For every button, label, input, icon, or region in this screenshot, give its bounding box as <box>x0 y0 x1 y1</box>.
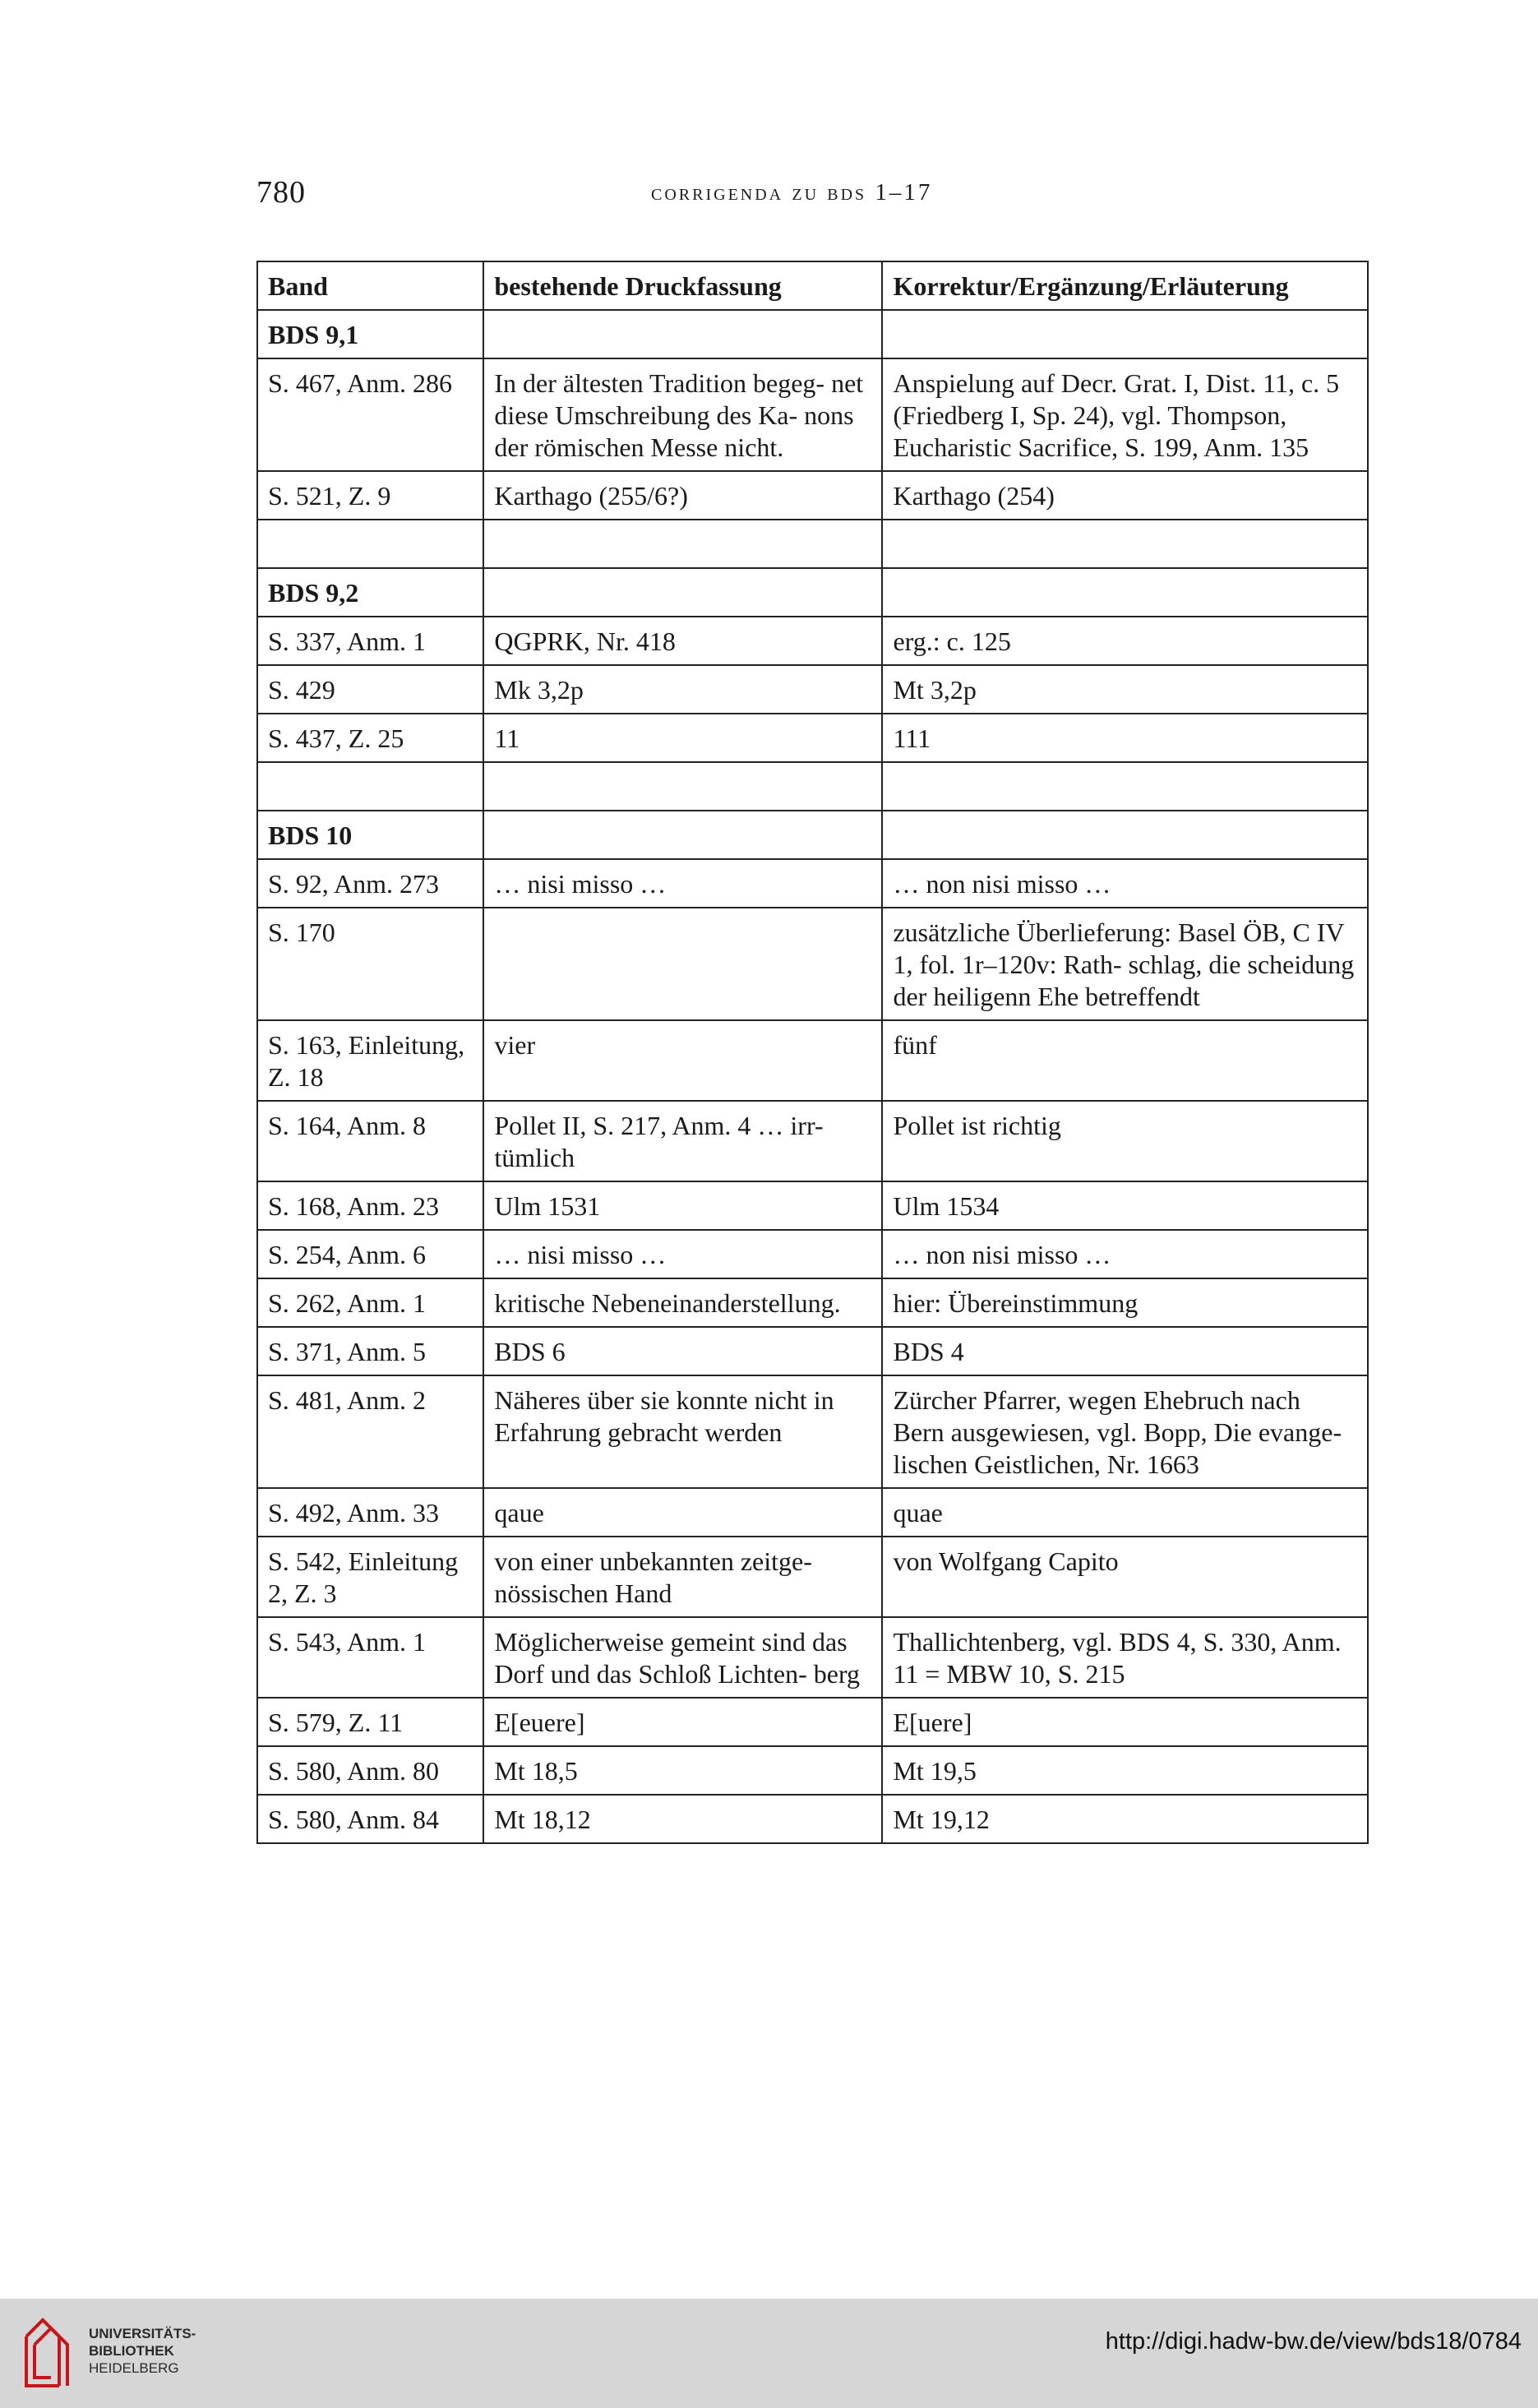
table-section-row <box>257 310 1368 358</box>
table-row <box>257 471 1368 520</box>
table-section-row <box>257 568 1368 617</box>
corrigenda-table <box>256 261 1369 1844</box>
cell-korrektur: BDS 4 <box>882 1327 1368 1375</box>
cell-druckfassung <box>483 908 882 1020</box>
institution-name <box>89 2325 196 2377</box>
table-row <box>257 908 1368 1020</box>
cell-korrektur: … non nisi misso … <box>882 859 1368 908</box>
cell-band: S. 492, Anm. 33 <box>257 1488 483 1537</box>
cell-druckfassung <box>483 762 882 811</box>
cell-korrektur: Zürcher Pfarrer, wegen Ehebruch nach Bern ausgewiesen, vgl. Bopp, Die evange- lischen Geistlichen, Nr. 1663 <box>882 1375 1368 1488</box>
cell-korrektur: fünf <box>882 1020 1368 1101</box>
column-header-band: Band <box>257 261 483 310</box>
cell-band: S. 163, Einleitung, Z. 18 <box>257 1020 483 1101</box>
cell-druckfassung: Mt 18,12 <box>483 1795 882 1843</box>
cell-band: S. 168, Anm. 23 <box>257 1181 483 1230</box>
cell-druckfassung: Mk 3,2p <box>483 665 882 714</box>
cell-band <box>257 762 483 811</box>
cell-korrektur: 111 <box>882 714 1368 762</box>
cell-band: S. 337, Anm. 1 <box>257 617 483 665</box>
cell-druckfassung: Näheres über sie konnte nicht in Erfahrung gebracht werden <box>483 1375 882 1488</box>
table-row <box>257 1181 1368 1230</box>
cell-band <box>257 520 483 568</box>
cell-band: S. 579, Z. 11 <box>257 1698 483 1746</box>
table-row <box>257 1101 1368 1181</box>
page-number: 780 <box>256 175 306 210</box>
cell-korrektur <box>882 811 1368 859</box>
table-row <box>257 1698 1368 1746</box>
cell-band: S. 429 <box>257 665 483 714</box>
table-header-row <box>257 261 1368 310</box>
cell-korrektur <box>882 762 1368 811</box>
column-header-korrektur: Korrektur/Ergänzung/Erläuterung <box>882 261 1368 310</box>
table-row <box>257 859 1368 908</box>
cell-korrektur: Mt 19,5 <box>882 1746 1368 1795</box>
table-row <box>257 1020 1368 1101</box>
table-section-row <box>257 811 1368 859</box>
cell-druckfassung: qaue <box>483 1488 882 1537</box>
cell-druckfassung: von einer unbekannten zeitge- nössischen Hand <box>483 1537 882 1617</box>
cell-band: S. 542, Einleitung 2, Z. 3 <box>257 1537 483 1617</box>
cell-band: S. 467, Anm. 286 <box>257 358 483 471</box>
cell-band: S. 580, Anm. 84 <box>257 1795 483 1843</box>
cell-druckfassung: … nisi misso … <box>483 859 882 908</box>
cell-druckfassung: Karthago (255/6?) <box>483 471 882 520</box>
cell-druckfassung: QGPRK, Nr. 418 <box>483 617 882 665</box>
cell-band: S. 481, Anm. 2 <box>257 1375 483 1488</box>
table-row <box>257 617 1368 665</box>
cell-druckfassung <box>483 568 882 617</box>
cell-band: BDS 10 <box>257 811 483 859</box>
table-row <box>257 1617 1368 1698</box>
cell-band: S. 371, Anm. 5 <box>257 1327 483 1375</box>
table-row <box>257 1537 1368 1617</box>
table-row <box>257 1795 1368 1843</box>
footer-bar <box>0 2299 1538 2408</box>
cell-band: BDS 9,1 <box>257 310 483 358</box>
table-empty-row <box>257 762 1368 811</box>
cell-korrektur <box>882 568 1368 617</box>
cell-band: BDS 9,2 <box>257 568 483 617</box>
cell-band: S. 92, Anm. 273 <box>257 859 483 908</box>
cell-druckfassung: Mt 18,5 <box>483 1746 882 1795</box>
cell-druckfassung: kritische Nebeneinanderstellung. <box>483 1278 882 1327</box>
cell-korrektur: quae <box>882 1488 1368 1537</box>
cell-korrektur: hier: Übereinstimmung <box>882 1278 1368 1327</box>
cell-druckfassung: Ulm 1531 <box>483 1181 882 1230</box>
cell-korrektur: von Wolfgang Capito <box>882 1537 1368 1617</box>
table-row <box>257 1375 1368 1488</box>
ub-heidelberg-logo-icon <box>20 2312 77 2394</box>
cell-korrektur: … non nisi misso … <box>882 1230 1368 1278</box>
cell-druckfassung: Möglicherweise gemeint sind das Dorf und das Schloß Lichten- berg <box>483 1617 882 1698</box>
table-row <box>257 1746 1368 1795</box>
cell-band: S. 437, Z. 25 <box>257 714 483 762</box>
column-header-druckfassung: bestehende Druckfassung <box>483 261 882 310</box>
cell-druckfassung <box>483 520 882 568</box>
table-row <box>257 714 1368 762</box>
cell-band: S. 254, Anm. 6 <box>257 1230 483 1278</box>
cell-korrektur <box>882 310 1368 358</box>
cell-druckfassung: vier <box>483 1020 882 1101</box>
running-head: corrigenda zu bds 1–17 <box>651 179 933 206</box>
table-row <box>257 665 1368 714</box>
cell-korrektur: Mt 3,2p <box>882 665 1368 714</box>
cell-korrektur: Pollet ist richtig <box>882 1101 1368 1181</box>
source-url-link[interactable]: http://digi.hadw-bw.de/view/bds18/0784 <box>1105 2328 1522 2355</box>
cell-korrektur: Ulm 1534 <box>882 1181 1368 1230</box>
cell-druckfassung: In der ältesten Tradition begeg- net diese Umschreibung des Ka- nons der römischen Messe nicht. <box>483 358 882 471</box>
table-row <box>257 358 1368 471</box>
cell-druckfassung <box>483 310 882 358</box>
institution-line-3: HEIDELBERG <box>89 2360 179 2376</box>
institution-line-2: BIBLIOTHEK <box>89 2343 174 2359</box>
cell-band: S. 164, Anm. 8 <box>257 1101 483 1181</box>
cell-korrektur <box>882 520 1368 568</box>
cell-druckfassung: 11 <box>483 714 882 762</box>
table-row <box>257 1488 1368 1537</box>
cell-druckfassung <box>483 811 882 859</box>
cell-korrektur: E[uere] <box>882 1698 1368 1746</box>
cell-band: S. 262, Anm. 1 <box>257 1278 483 1327</box>
table-row <box>257 1230 1368 1278</box>
cell-korrektur: Mt 19,12 <box>882 1795 1368 1843</box>
cell-band: S. 521, Z. 9 <box>257 471 483 520</box>
cell-band: S. 543, Anm. 1 <box>257 1617 483 1698</box>
table-row <box>257 1327 1368 1375</box>
cell-korrektur: erg.: c. 125 <box>882 617 1368 665</box>
cell-band: S. 580, Anm. 80 <box>257 1746 483 1795</box>
cell-druckfassung: … nisi misso … <box>483 1230 882 1278</box>
table-empty-row <box>257 520 1368 568</box>
cell-korrektur: zusätzliche Überlieferung: Basel ÖB, C IV 1, fol. 1r–120v: Rath- schlag, die scheidung der heiligenn Ehe betreffendt <box>882 908 1368 1020</box>
table-row <box>257 1278 1368 1327</box>
cell-band: S. 170 <box>257 908 483 1020</box>
cell-korrektur: Anspielung auf Decr. Grat. I, Dist. 11, c. 5 (Friedberg I, Sp. 24), vgl. Thompson, Eucharistic Sacrifice, S. 199, Anm. 135 <box>882 358 1368 471</box>
cell-druckfassung: E[euere] <box>483 1698 882 1746</box>
cell-druckfassung: BDS 6 <box>483 1327 882 1375</box>
cell-korrektur: Thallichtenberg, vgl. BDS 4, S. 330, Anm. 11 = MBW 10, S. 215 <box>882 1617 1368 1698</box>
cell-druckfassung: Pollet II, S. 217, Anm. 4 … irr- tümlich <box>483 1101 882 1181</box>
cell-korrektur: Karthago (254) <box>882 471 1368 520</box>
institution-line-1: UNIVERSITÄTS- <box>89 2326 196 2341</box>
